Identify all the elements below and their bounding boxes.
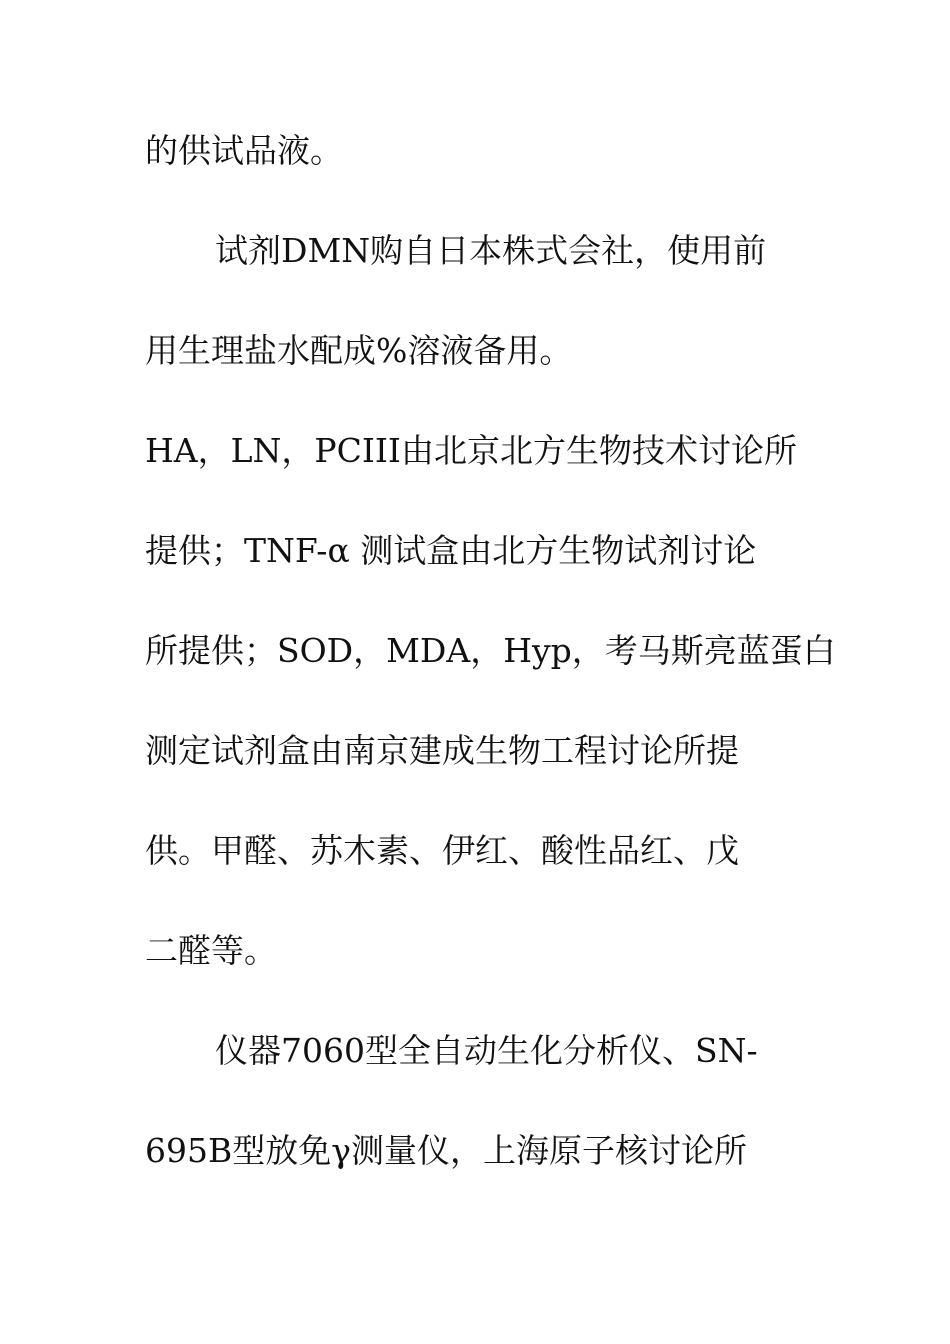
text-line-7: 测定试剂盒由南京建成生物工程讨论所提 <box>145 731 739 770</box>
text-line-1: 的供试品液。 <box>145 131 343 170</box>
text-line-4: HA，LN，PCIII由北京北方生物技术讨论所 <box>145 431 797 470</box>
text-line-3: 用生理盐水配成%溶液备用。 <box>145 331 573 370</box>
text-line-11: 695B型放免γ测量仪，上海原子核讨论所 <box>145 1131 747 1170</box>
text-line-5: 提供；TNF-α 测试盒由北方生物试剂讨论 <box>145 531 757 570</box>
text-line-9: 二醛等。 <box>145 931 277 970</box>
text-line-2: 试剂DMN购自日本株式会社，使用前 <box>215 231 767 270</box>
text-line-10: 仪器7060型全自动生化分析仪、SN- <box>215 1031 758 1070</box>
text-line-8: 供。甲醛、苏木素、伊红、酸性品红、戊 <box>145 831 739 870</box>
text-line-6: 所提供；SOD，MDA，Hyp，考马斯亮蓝蛋白 <box>145 631 836 670</box>
